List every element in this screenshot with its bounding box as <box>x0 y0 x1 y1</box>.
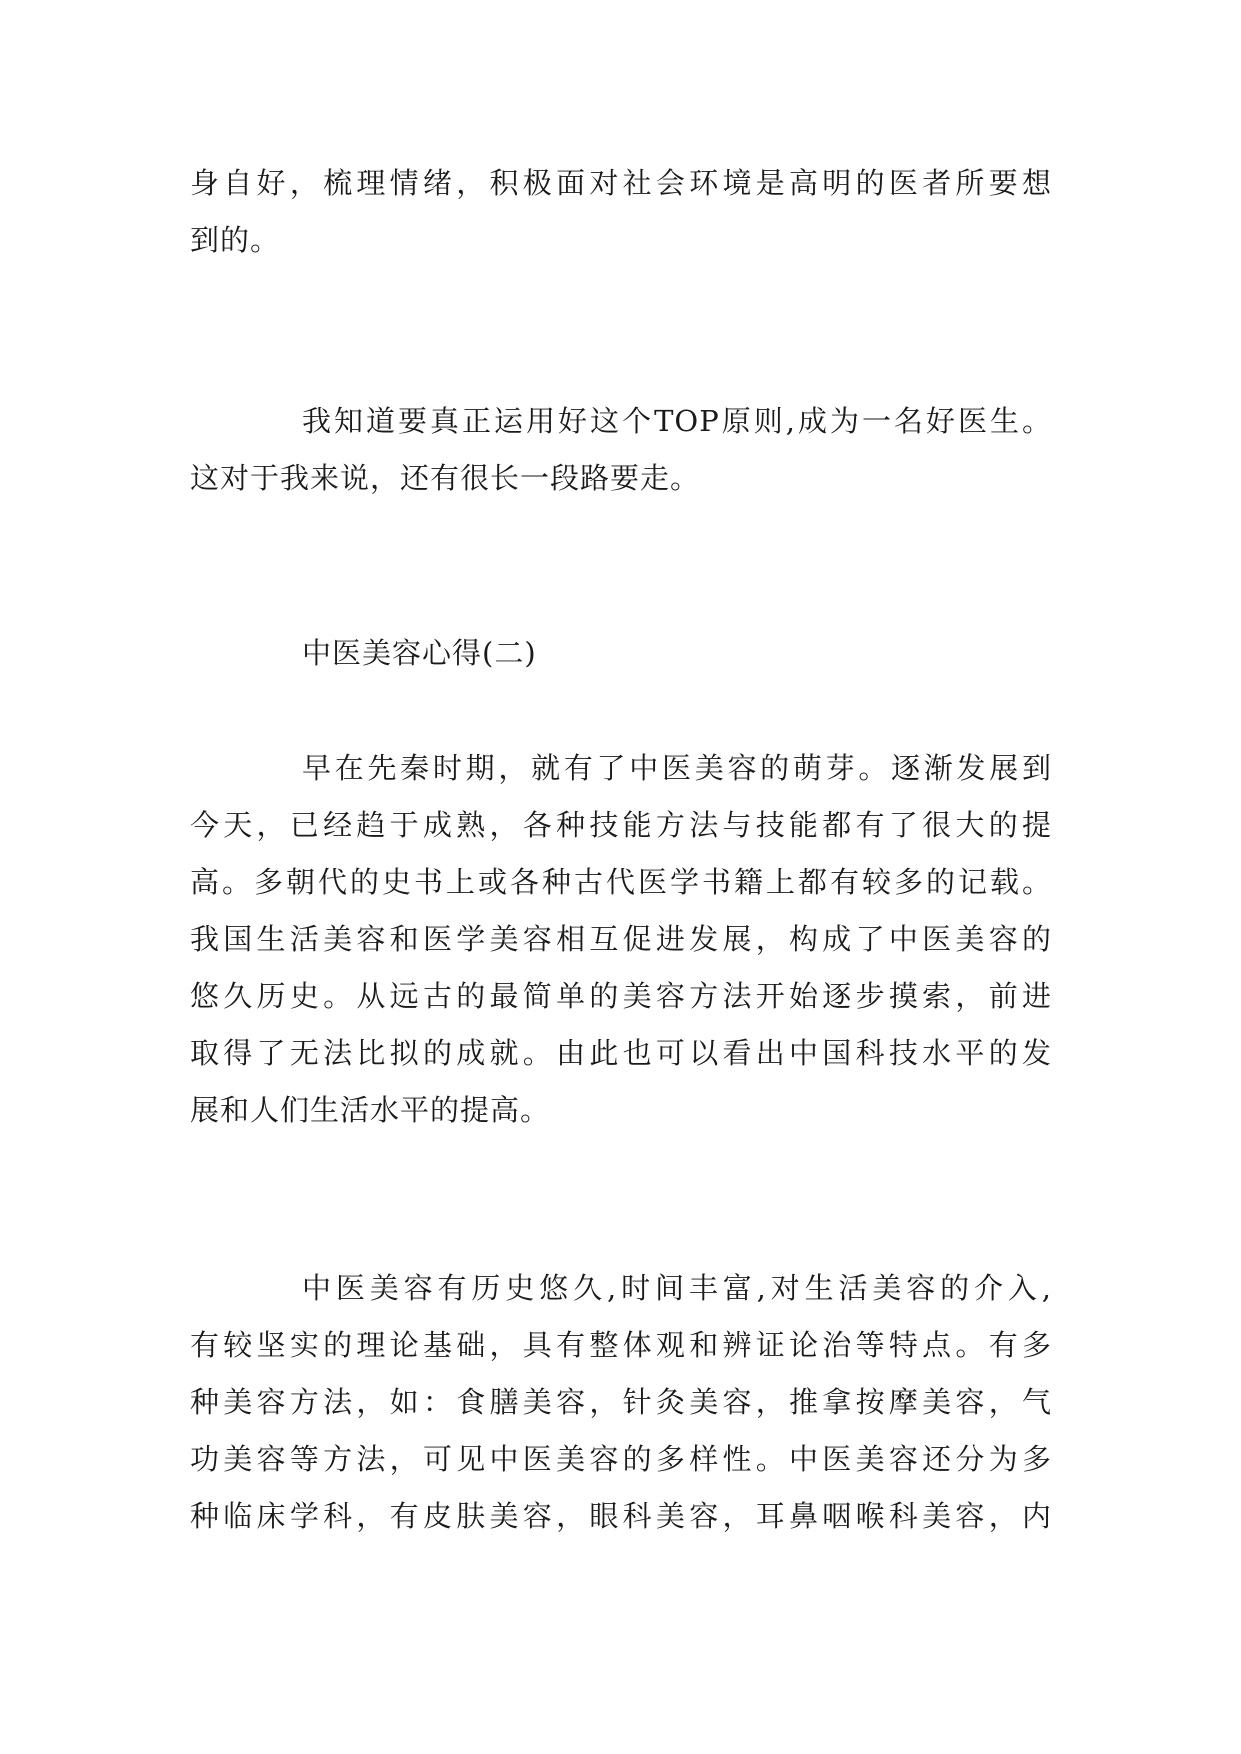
text-line: 我国生活美容和医学美容相互促进发展，构成了中医美容的 <box>190 922 1052 956</box>
paragraph-top-principle <box>190 393 1052 507</box>
text-line: 种临床学科，有皮肤美容，眼科美容，耳鼻咽喉科美容，内 <box>190 1499 1052 1533</box>
paragraph-continuation <box>190 155 1052 269</box>
text-line: 到的。 <box>190 223 281 257</box>
text-line: 今天，已经趋于成熟，各种技能方法与技能都有了很大的提 <box>190 808 1052 842</box>
section-heading <box>190 625 1052 682</box>
paragraph-methods <box>190 1260 1052 1545</box>
text-line: 种美容方法，如：食膳美容，针灸美容，推拿按摩美容，气 <box>190 1385 1052 1419</box>
text-line: 功美容等方法，可见中医美容的多样性。中医美容还分为多 <box>190 1442 1052 1476</box>
text-line: 悠久历史。从远古的最简单的美容方法开始逐步摸索，前进 <box>190 979 1052 1013</box>
text-line: 有较坚实的理论基础，具有整体观和辨证论治等特点。有多 <box>190 1328 1052 1362</box>
heading-text: 中医美容心得(二) <box>302 636 537 670</box>
text-line: 早在先秦时期，就有了中医美容的萌芽。逐渐发展到 <box>302 751 1052 785</box>
text-line: 中医美容有历史悠久,时间丰富,对生活美容的介入, <box>302 1271 1052 1305</box>
text-line: 展和人们生活水平的提高。 <box>190 1093 551 1127</box>
text-line: 身自好，梳理情绪，积极面对社会环境是高明的医者所要想 <box>190 166 1052 200</box>
text-line: 高。多朝代的史书上或各种古代医学书籍上都有较多的记载。 <box>190 865 1052 899</box>
text-line: 取得了无法比拟的成就。由此也可以看出中国科技水平的发 <box>190 1036 1052 1070</box>
text-line: 我知道要真正运用好这个TOP原则,成为一名好医生。 <box>302 404 1052 438</box>
text-line: 这对于我来说，还有很长一段路要走。 <box>190 461 701 495</box>
paragraph-history <box>190 740 1052 1139</box>
